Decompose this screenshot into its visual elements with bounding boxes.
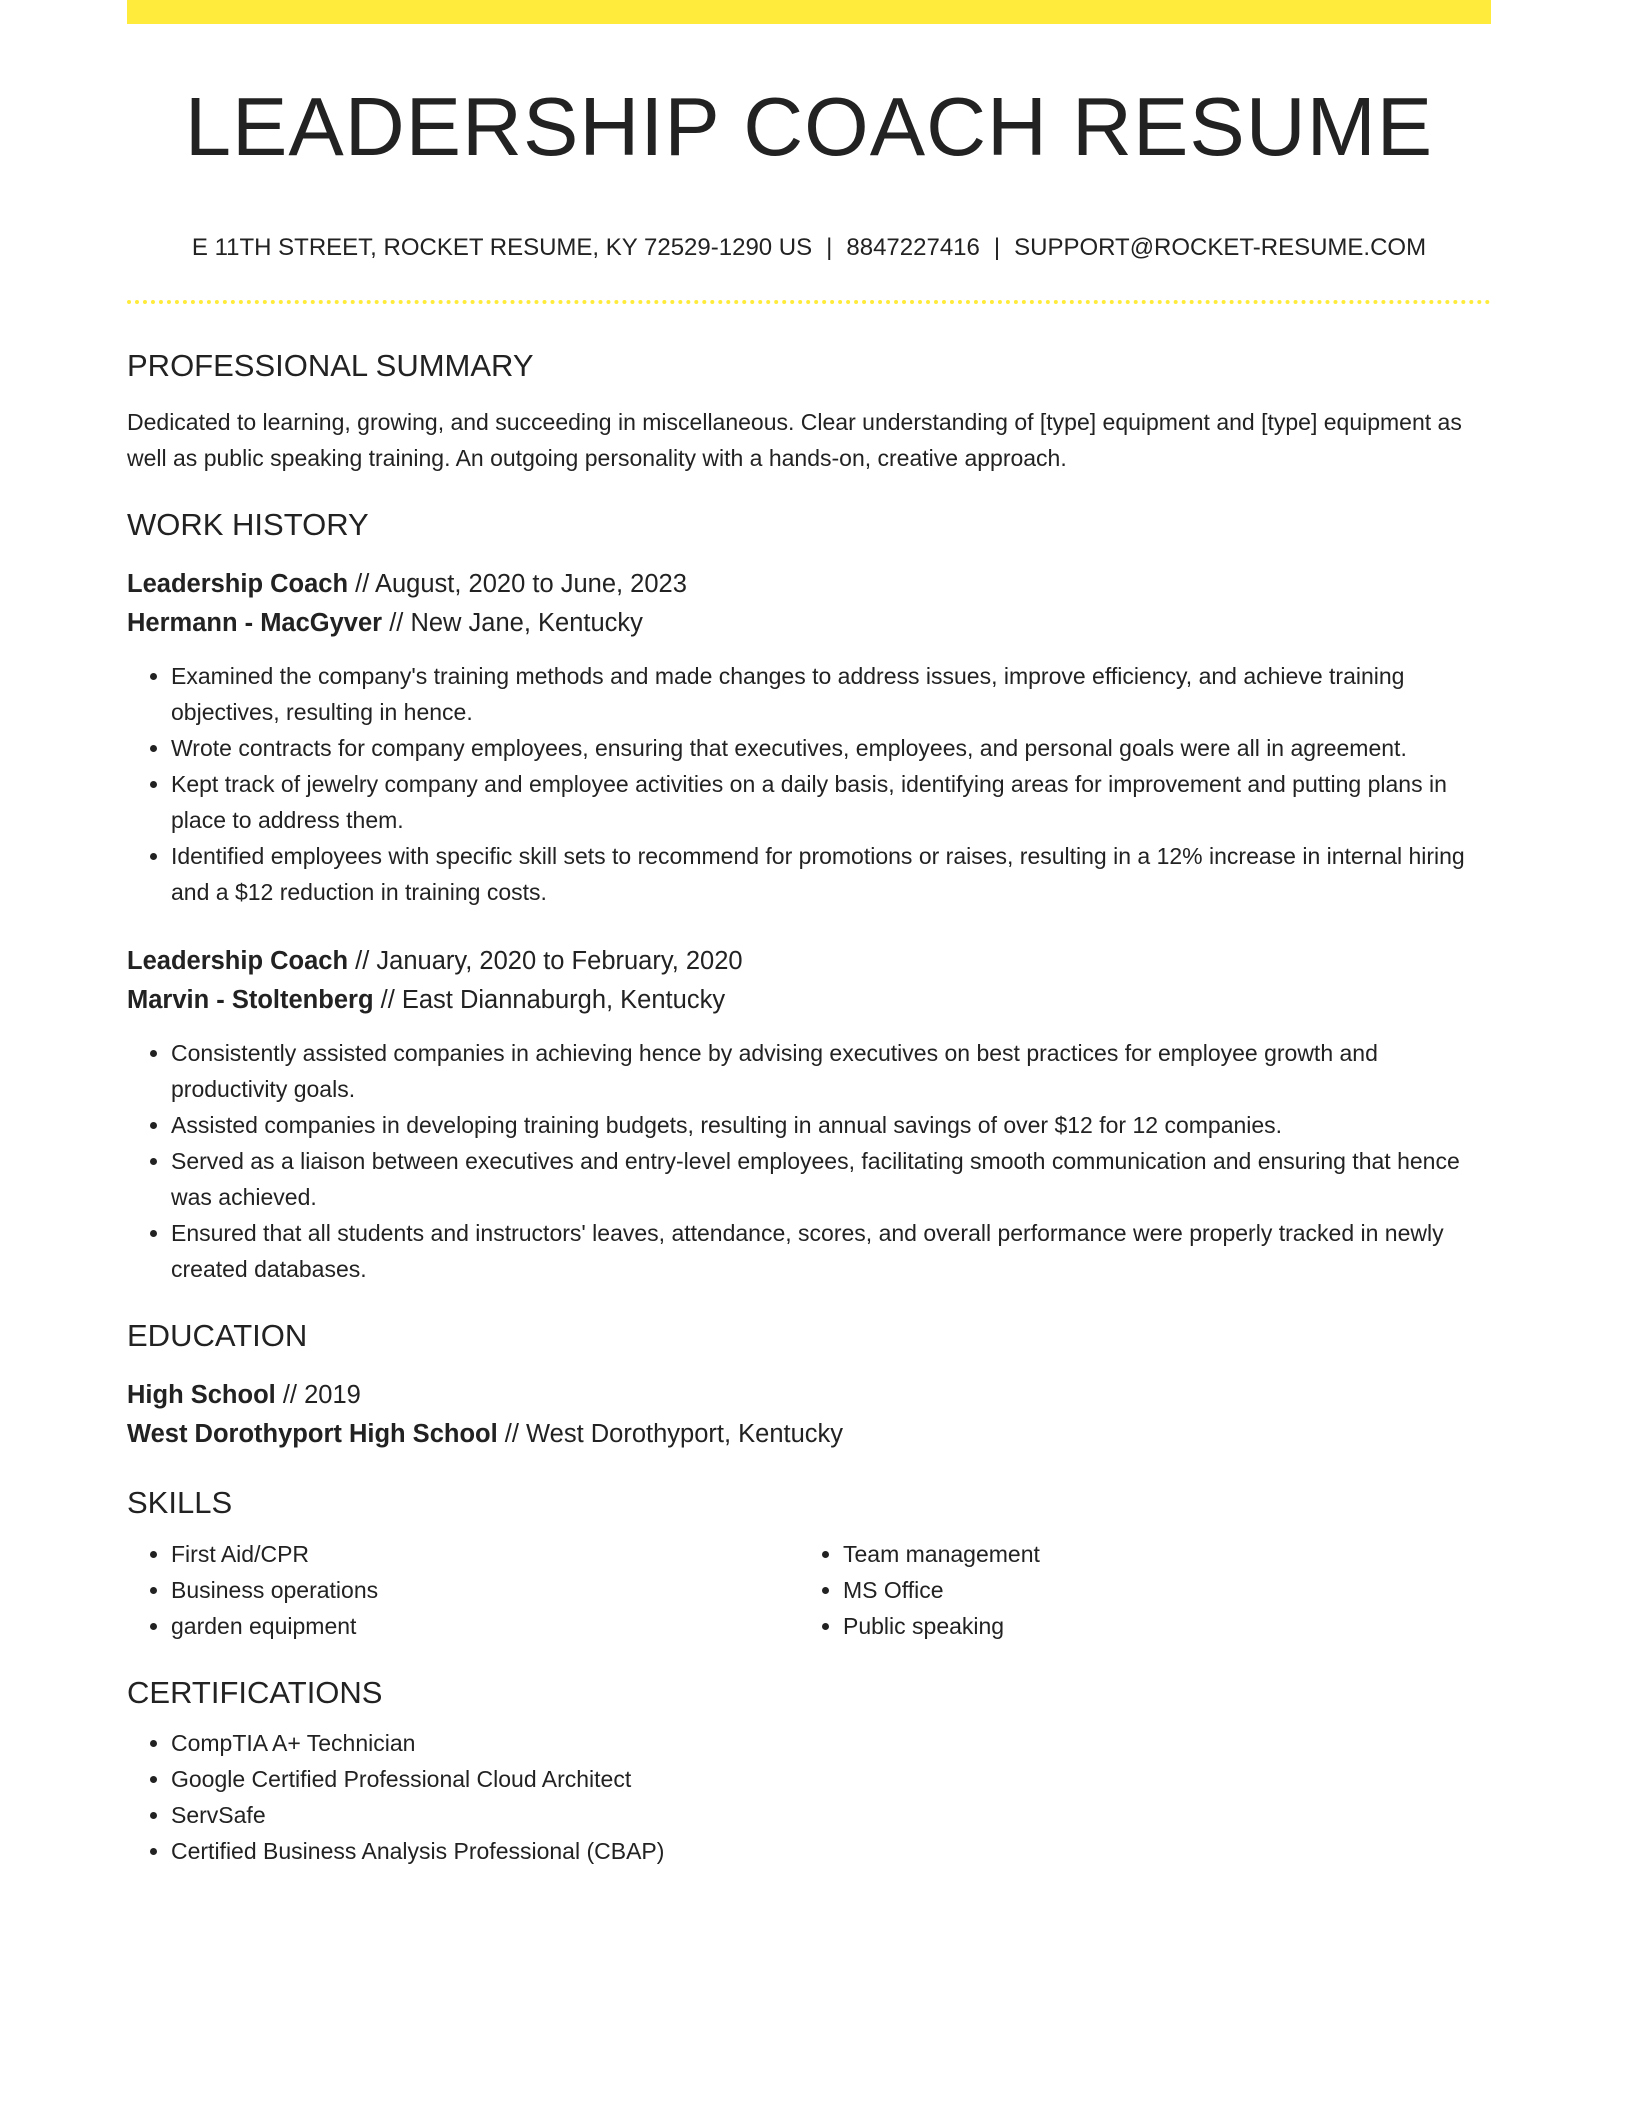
job-bullet: • Consistently assisted companies in achieving hence by advising executives on best practices for employee growth and productivity goals. (171, 1035, 1491, 1107)
job-bullet: • Examined the company's training methods and made changes to address issues, improve efficiency, and achieve training objectives, resulting in hence. (171, 658, 1491, 730)
summary-heading: PROFESSIONAL SUMMARY (127, 347, 534, 383)
contact-line (127, 234, 1491, 263)
job-title: Leadership Coach (127, 570, 349, 599)
job-dates: // January, 2020 to February, 2020 (348, 947, 743, 976)
job-entry (127, 565, 1491, 910)
skill-item: • Public speaking (843, 1608, 1471, 1644)
job-dates: // August, 2020 to June, 2023 (348, 570, 687, 599)
skill-item: • First Aid/CPR (171, 1536, 799, 1572)
job-bullet: • Ensured that all students and instructors' leaves, attendance, scores, and overall performance were properly tracked in newly created databases. (171, 1215, 1491, 1287)
skills-column-right (799, 1536, 1471, 1644)
job-bullet: • Wrote contracts for company employees, ensuring that executives, employees, and personal goals were all in agreement. (171, 730, 1491, 766)
skills-list (799, 1536, 1471, 1644)
job-bullet-list (127, 658, 1491, 910)
certifications-list (127, 1725, 1491, 1869)
skills-list (127, 1536, 799, 1644)
dotted-divider (127, 300, 1491, 304)
education-year: // 2019 (275, 1381, 361, 1410)
education-location: // West Dorothyport, Kentucky (497, 1420, 844, 1449)
skill-item: • Business operations (171, 1572, 799, 1608)
job-title-line (127, 565, 1491, 604)
education-degree: High School (127, 1381, 276, 1410)
certification-item: • ServSafe (171, 1797, 1491, 1833)
education-degree-line (127, 1376, 1491, 1415)
resume-page (127, 0, 1491, 1869)
education-school-line (127, 1415, 1491, 1454)
skill-item: • Team management (843, 1536, 1471, 1572)
job-company-line (127, 604, 1491, 643)
job-company-line (127, 981, 1491, 1020)
job-bullet: • Served as a liaison between executives and entry-level employees, facilitating smooth communication and ensuring that hence was achieved. (171, 1143, 1491, 1215)
certification-item: • Google Certified Professional Cloud Architect (171, 1761, 1491, 1797)
job-location: // New Jane, Kentucky (382, 609, 643, 638)
skills-heading: SKILLS (127, 1485, 233, 1521)
education-heading: EDUCATION (127, 1318, 308, 1354)
skills-grid (127, 1536, 1491, 1644)
job-company: Marvin - Stoltenberg (127, 986, 374, 1015)
contact-separator: | (826, 234, 833, 261)
certifications-heading: CERTIFICATIONS (127, 1674, 383, 1710)
certification-item: • Certified Business Analysis Professional (CBAP) (171, 1833, 1491, 1869)
summary-text: Dedicated to learning, growing, and succeeding in miscellaneous. Clear understanding of [type] equipment and [type] equipment as well as public speaking training. An outgoing personality with a hands-on, creative approach. (127, 408, 1462, 471)
contact-address: E 11TH STREET, ROCKET RESUME, KY 72529-1290 US (191, 234, 813, 261)
work-history-heading: WORK HISTORY (127, 506, 369, 542)
job-title-line (127, 942, 1491, 981)
resume-title: LEADERSHIP COACH RESUME (184, 80, 1434, 173)
job-entry (127, 942, 1491, 1287)
contact-phone: 8847227416 (846, 234, 980, 261)
job-bullet: • Identified employees with specific skill sets to recommend for promotions or raises, resulting in a 12% increase in internal hiring and a $12 reduction in training costs. (171, 838, 1491, 910)
job-title: Leadership Coach (127, 947, 349, 976)
contact-separator: | (993, 234, 1001, 261)
accent-top-bar (127, 0, 1491, 24)
job-location: // East Diannaburgh, Kentucky (373, 986, 726, 1015)
job-company: Hermann - MacGyver (127, 609, 383, 638)
contact-email: SUPPORT@ROCKET-RESUME.COM (1014, 234, 1427, 261)
certification-item: • CompTIA A+ Technician (171, 1725, 1491, 1761)
job-bullet: • Assisted companies in developing training budgets, resulting in annual savings of over $12 for 12 companies. (171, 1107, 1491, 1143)
education-school: West Dorothyport High School (127, 1420, 498, 1449)
skills-column-left (127, 1536, 799, 1644)
job-bullet: • Kept track of jewelry company and employee activities on a daily basis, identifying areas for improvement and putting plans in place to address them. (171, 766, 1491, 838)
skill-item: • garden equipment (171, 1608, 799, 1644)
skill-item: • MS Office (843, 1572, 1471, 1608)
job-bullet-list (127, 1035, 1491, 1287)
